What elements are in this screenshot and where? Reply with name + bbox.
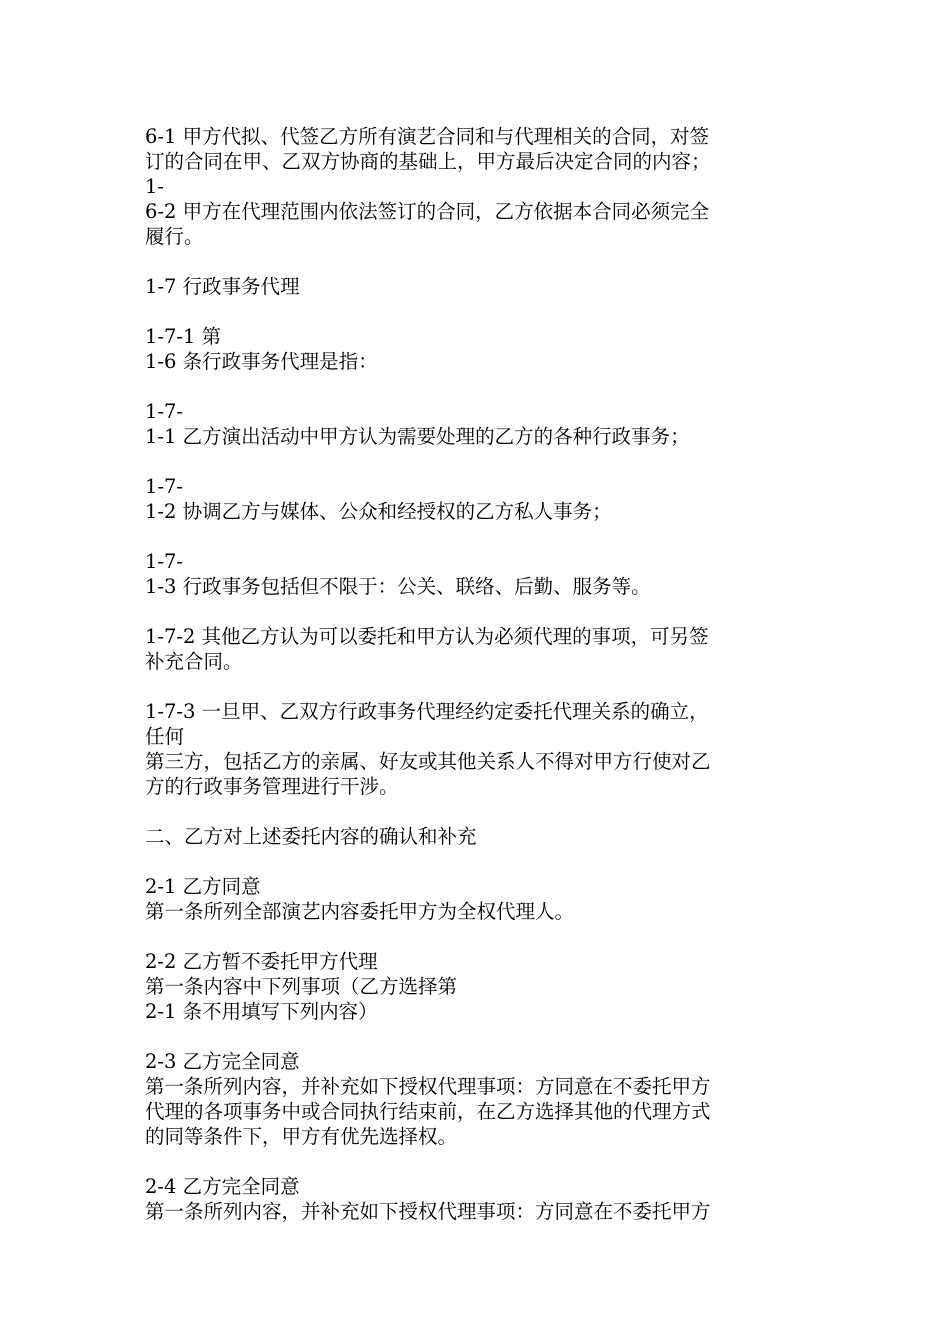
text-line: 2-2 乙方暂不委托甲方代理 <box>145 950 378 973</box>
text-line: 履行。 <box>145 225 204 248</box>
blank-line <box>145 924 810 949</box>
text-line: 6-2 甲方在代理范围内依法签订的合同，乙方依据本合同必须完全 <box>145 200 710 223</box>
text-line: 1-7-3 一旦甲、乙双方行政事务代理经约定委托代理关系的确立， <box>145 700 709 723</box>
blank-line <box>145 849 810 874</box>
text-line: 1- <box>145 175 164 198</box>
blank-line <box>145 1024 810 1049</box>
blank-line <box>145 249 810 274</box>
blank-line <box>145 374 810 399</box>
text-line: 订的合同在甲、乙双方协商的基础上，甲方最后决定合同的内容； <box>145 150 711 173</box>
blank-line <box>145 599 810 624</box>
text-line: 第三方，包括乙方的亲属、好友或其他关系人不得对甲方行使对乙 <box>145 750 711 773</box>
blank-line <box>145 449 810 474</box>
text-line: 6-1 甲方代拟、代签乙方所有演艺合同和与代理相关的合同，对签 <box>145 125 710 148</box>
text-line: 代理的各项事务中或合同执行结束前，在乙方选择其他的代理方式 <box>145 1100 711 1123</box>
section-heading: 二、乙方对上述委托内容的确认和补充 <box>145 825 477 848</box>
text-line: 1-7- <box>145 475 183 498</box>
text-line: 1-2 协调乙方与媒体、公众和经授权的乙方私人事务； <box>145 500 612 523</box>
blank-line <box>145 1149 810 1174</box>
text-line: 第一条所列内容，并补充如下授权代理事项：方同意在不委托甲方 <box>145 1075 711 1098</box>
section-heading: 1-7 行政事务代理 <box>145 275 300 298</box>
text-line: 第一条内容中下列事项（乙方选择第 <box>145 975 458 998</box>
text-line: 1-1 乙方演出活动中甲方认为需要处理的乙方的各种行政事务； <box>145 425 690 448</box>
text-line: 方的行政事务管理进行干涉。 <box>145 775 399 798</box>
blank-line <box>145 299 810 324</box>
text-line: 1-7- <box>145 550 183 573</box>
text-line: 2-4 乙方完全同意 <box>145 1175 300 1198</box>
text-line: 第一条所列全部演艺内容委托甲方为全权代理人。 <box>145 900 575 923</box>
blank-line <box>145 524 810 549</box>
text-line: 补充合同。 <box>145 650 243 673</box>
document-body <box>145 124 810 1224</box>
text-line: 2-3 乙方完全同意 <box>145 1050 300 1073</box>
text-line: 1-7-1 第 <box>145 325 222 348</box>
blank-line <box>145 674 810 699</box>
text-line: 1-7- <box>145 400 183 423</box>
text-line: 2-1 条不用填写下列内容） <box>145 1000 378 1023</box>
text-line: 的同等条件下，甲方有优先选择权。 <box>145 1125 458 1148</box>
text-line: 2-1 乙方同意 <box>145 875 261 898</box>
text-line: 1-3 行政事务包括但不限于：公关、联络、后勤、服务等。 <box>145 575 651 598</box>
text-line: 任何 <box>145 725 185 748</box>
text-line: 1-6 条行政事务代理是指： <box>145 350 378 373</box>
blank-line <box>145 799 810 824</box>
text-line: 第一条所列内容，并补充如下授权代理事项：方同意在不委托甲方 <box>145 1200 711 1223</box>
text-line: 1-7-2 其他乙方认为可以委托和甲方认为必须代理的事项，可另签 <box>145 625 709 648</box>
